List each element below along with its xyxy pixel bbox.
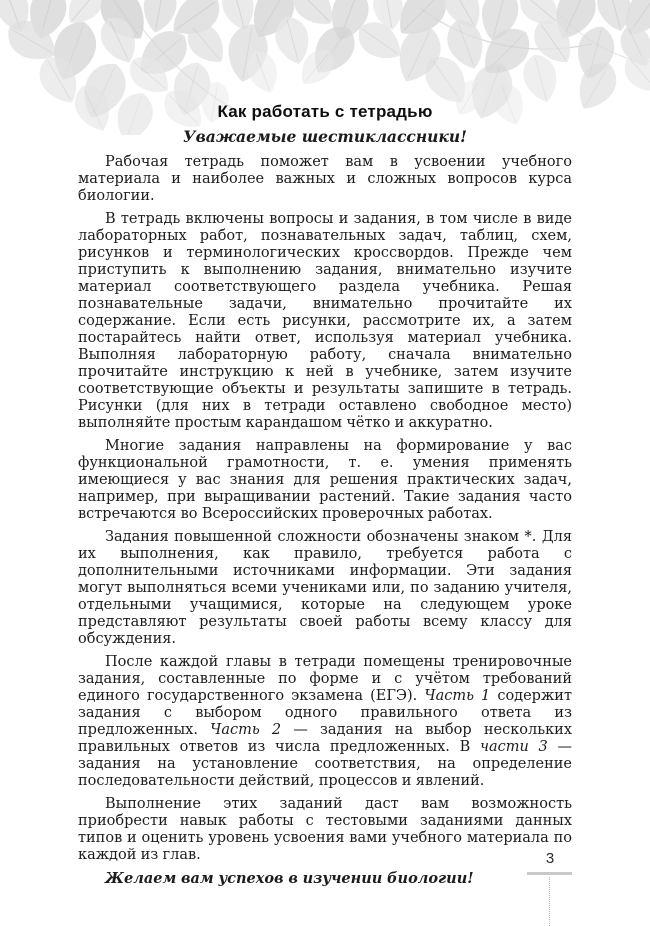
text-segment: содержит задания с выбором одного правильного ответа из предложенных.: [78, 688, 572, 738]
salutation: Уважаемые шестиклассники!: [183, 127, 467, 146]
paragraph-2: [78, 211, 572, 432]
paragraph-5: [78, 654, 572, 790]
dotted-guide-line: [549, 877, 550, 926]
text-segment: — задания на установление соответствия, на определение последовательности действий, процессов и явлений.: [78, 739, 572, 789]
paragraph-6: [78, 796, 572, 864]
text-segment: После каждой главы в тетради помещены тренировочные задания, составленные по форме и с учётом требований единого государственного экзамена (ЕГЭ).: [78, 654, 572, 704]
text-segment: Многие задания направлены на формирование у вас функциональной грамотности, т. е. умения применять имеющиеся у вас знания для решения практических задач, например, при выращивании растений. Такие задания часто встречаются во Всероссийских проверочных работах.: [78, 438, 572, 522]
paragraph-7: [78, 870, 572, 888]
text-segment: Рабочая тетрадь поможет вам в усвоении учебного материала и наиболее важных и сложных вопросов курса биологии.: [78, 154, 572, 204]
text-segment: Часть 1: [424, 688, 491, 704]
text-column: [78, 127, 572, 894]
paragraph-3: [78, 438, 572, 523]
paragraphs: [78, 154, 572, 888]
text-segment: Задания повышенной сложности обозначены знаком *. Для их выполнения, как правило, требуется работа с дополнительными источниками информации. Эти задания могут выполняться всеми учениками или, по заданию учителя, отдельными учащимися, которые на следующем уроке представляют результаты своей работы всему классу для обсуждения.: [78, 529, 572, 647]
text-segment: части 3: [479, 739, 548, 755]
page-number-rule: [527, 872, 572, 875]
text-segment: Выполнение этих заданий даст вам возможность приобрести навык работы с тестовыми заданиями данных типов и оценить уровень усвоения вами учебного материала по каждой из глав.: [78, 796, 572, 863]
paragraph-4: [78, 529, 572, 648]
text-segment: В тетрадь включены вопросы и задания, в том числе в виде лабораторных работ, познавательных задач, таблиц, схем, рисунков и терминологических кроссвордов. Прежде чем приступить к выполнению задания, внимательно изучите материал соответствующего раздела учебника. Решая познавательные задачи, внимательно прочитайте их содержание. Если есть рисунки, рассмотрите их, а затем постарайтесь найти ответ, используя материал учебника. Выполняя лабораторную работу, сначала внимательно прочитайте инструкцию к ней в учебнике, затем изучите соответствующие объекты и результаты запишите в тетрадь. Рисунки (для них в тетради оставлено свободное место) выполняйте простым карандашом чётко и аккуратно.: [78, 211, 572, 431]
text-segment: Часть 2: [210, 722, 282, 738]
text-segment: Желаем вам успехов в изучении биологии!: [105, 870, 474, 887]
paragraph-1: [78, 154, 572, 205]
text-segment: — задания на выбор нескольких правильных ответов из числа предложенных. В: [78, 722, 573, 755]
page-number: 3: [545, 850, 555, 867]
page-title: Как работать с тетрадью: [217, 102, 433, 122]
